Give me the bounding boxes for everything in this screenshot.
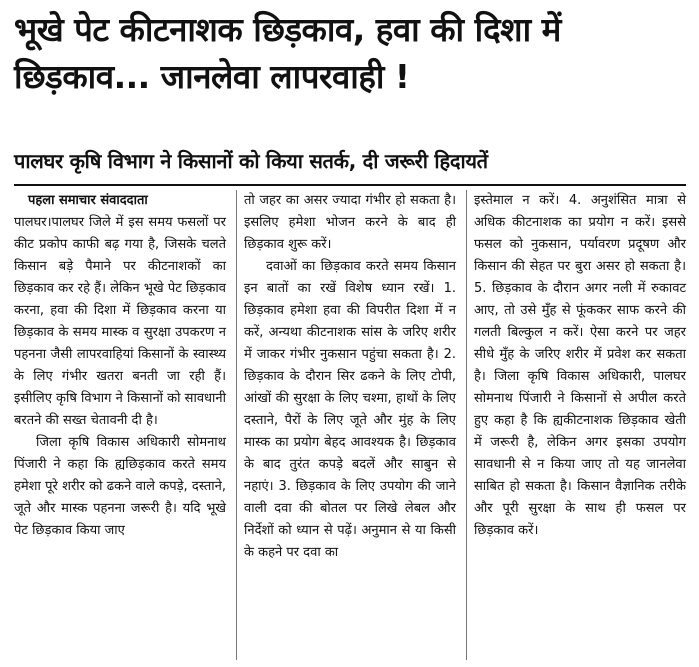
- article-column-3: [474, 190, 686, 542]
- article-column-2: [244, 190, 456, 564]
- column-divider: [236, 190, 237, 660]
- subheadline: पालघर कृषि विभाग ने किसानों को किया सतर्क, दी जरूरी हिदायतें: [14, 149, 488, 173]
- article-paragraph: दवाओं का छिड़काव करते समय किसान इन बातों का रखें विशेष ध्यान रखें। 1. छिड़काव हमेशा हवा की विपरीत दिशा में न करें, अन्यथा कीटनाशक सांस के जरिए शरीर में जाकर गंभीर नुकसान पहुंचा सकता है। 2. छिड़काव के दौरान सिर ढकने के लिए टोपी, आंखों की सुरक्षा के लिए चश्मा, हाथों के लिए दस्ताने, पैरों के लिए जूते और मुंह के लिए मास्क का प्रयोग बेहद आवश्यक है। छिड़काव के बाद तुरंत कपड़े बदलें और साबुन से नहाएं। 3. छिड़काव के लिए उपयोग की जाने वाली दवा की बोतल पर लिखे लेबल और निर्देशों को ध्यान से पढ़ें। अनुमान से या किसी के कहने पर दवा का: [244, 259, 456, 560]
- column-divider: [466, 190, 467, 660]
- byline: पहला समाचार संवाददाता: [28, 193, 148, 208]
- article-paragraph: तो जहर का असर ज्यादा गंभीर हो सकता है। इसलिए हमेशा भोजन करने के बाद ही छिड़काव शुरू करें।: [244, 193, 456, 252]
- article-paragraph: जिला कृषि विकास अधिकारी सोमनाथ पिंजारी ने कहा कि ह्यछिड़काव करते समय हमेशा पूरे शरीर को ढकने वाले कपड़े, दस्ताने, जूते और मास्क पहनना जरूरी है। यदि भूखे पेट छिड़काव किया जाए: [14, 435, 226, 538]
- article-paragraph: पालघर।पालघर जिले में इस समय फसलों पर कीट प्रकोप काफी बढ़ गया है, जिसके चलते किसान बड़े पैमाने पर कीटनाशकों का छिड़काव कर रहे हैं। लेकिन भूखे पेट छिड़काव करना, हवा की दिशा में छिड़काव करना या छिड़काव के समय मास्क व सुरक्षा उपकरण न पहनना जैसी लापरवाहियां किसानों के स्वास्थ्य के लिए गंभीर खतरा बनती जा रही हैं। इसीलिए कृषि विभाग ने किसानों को सावधानी बरतने की सख्त चेतावनी दी है।: [14, 215, 226, 428]
- article-column-1: [14, 190, 226, 542]
- divider-rule: [14, 184, 686, 186]
- headline: भूखे पेट कीटनाशक छिड़काव, हवा की दिशा में छिड़काव... जानलेवा लापरवाही !: [14, 10, 561, 96]
- article-paragraph: इस्तेमाल न करें। 4. अनुशंसित मात्रा से अधिक कीटनाशक का प्रयोग न करें। इससे फसल को नुकसान, पर्यावरण प्रदूषण और किसान की सेहत पर बुरा असर हो सकता है। 5. छिड़काव के दौरान अगर नली में रुकावट आए, तो उसे मुँह से फूंककर साफ करने की गलती बिल्कुल न करें। ऐसा करने पर जहर सीधे मुँह के जरिए शरीर में प्रवेश कर सकता है। जिला कृषि विकास अधिकारी, पालघर सोमनाथ पिंजारी ने किसानों से अपील करते हुए कहा है कि ह्यकीटनाशक छिड़काव खेती में जरूरी है, लेकिन अगर इसका उपयोग सावधानी से न किया जाए तो यह जानलेवा साबित हो सकता है। किसान वैज्ञानिक तरीके और पूरी सुरक्षा के साथ ही फसल पर छिड़काव करें।: [474, 193, 686, 538]
